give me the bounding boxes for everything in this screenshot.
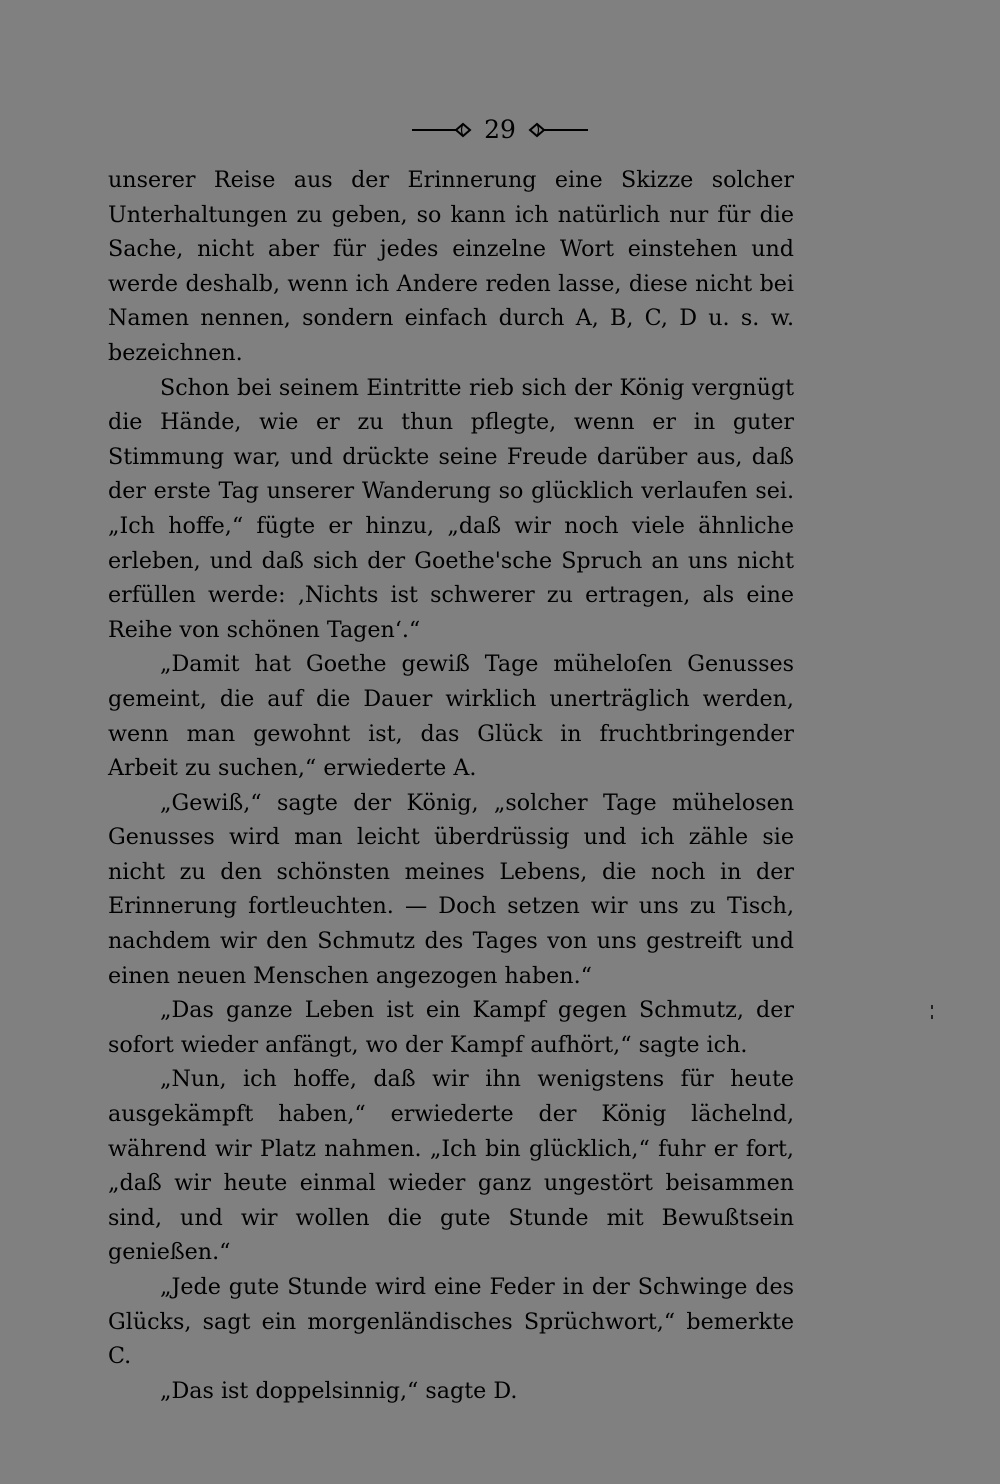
rule-with-diamond-right-icon [528, 120, 588, 140]
paragraph-1: unserer Reise aus der Erinnerung eine Skizze solcher Unterhaltungen zu geben, so kann ich natürlich nur für die Sache, nicht aber für jedes einzelne Wort einstehen und werde deshalb, wenn ich Andere reden lasse, diese nicht bei Namen nennen, sondern einfach durch A, B, C, D u. s. w. bezeichnen. [108, 167, 794, 366]
paragraph-2: Schon bei seinem Eintritte rieb sich der König vergnügt die Hände, wie er zu thun pflegte, wenn er in guter Stimmung war, und drückte seine Freude darüber aus, daß der erste Tag unserer Wanderung so glücklich verlaufen sei. „Ich hoffe,“ fügte er hinzu, „daß wir noch viele ähnliche erleben, und daß sich der Goethe'sche Spruch an uns nicht erfüllen werde: ‚Nichts ist schwerer zu ertragen, als eine Reihe von schönen Tagen‘.“ [108, 374, 794, 643]
rule-with-diamond-left-icon [412, 120, 472, 140]
page-number: 29 [484, 115, 516, 144]
paper-specks [930, 1005, 934, 1021]
paragraph-8: „Das ist doppelsinnig,“ sagte D. [160, 1377, 518, 1404]
paragraph-4: „Gewiß,“ sagte der König, „solcher Tage mühelosen Genusses wird man leicht überdrüssig und ich zähle sie nicht zu den schönsten meines Lebens, die noch in der Erinnerung fortleuchten. — Doch setzen wir uns zu Tisch, nachdem wir den Schmutz des Tages von uns gestreift und einen neuen Menschen angezogen haben.“ [108, 789, 794, 989]
paragraph-5: „Das ganze Leben ist ein Kampf gegen Schmutz, der sofort wieder anfängt, wo der Kampf aufhört,“ sagte ich. [108, 997, 794, 1058]
paragraph-3: „Damit hat Goethe gewiß Tage müheloſen Genusses gemeint, die auf die Dauer wirklich unerträglich werden, wenn man gewohnt ist, das Glück in fruchtbringender Arbeit zu suchen,“ erwiederte A. [108, 651, 794, 782]
paragraph-6: „Nun, ich hoffe, daß wir ihn wenigstens für heute ausgekämpft haben,“ erwiederte der König lächelnd, während wir Platz nahmen. „Ich bin glücklich,“ fuhr er fort, „daß wir heute einmal wieder ganz ungestört beisammen sind, und wir wollen die gute Stunde mit Bewußtsein genießen.“ [108, 1066, 794, 1266]
page-header [0, 112, 1000, 148]
body-text [108, 163, 794, 1408]
paragraph-7: „Jede gute Stunde wird eine Feder in der Schwinge des Glücks, sagt ein morgenländisches Sprüchwort,“ bemerkte C. [108, 1274, 794, 1370]
